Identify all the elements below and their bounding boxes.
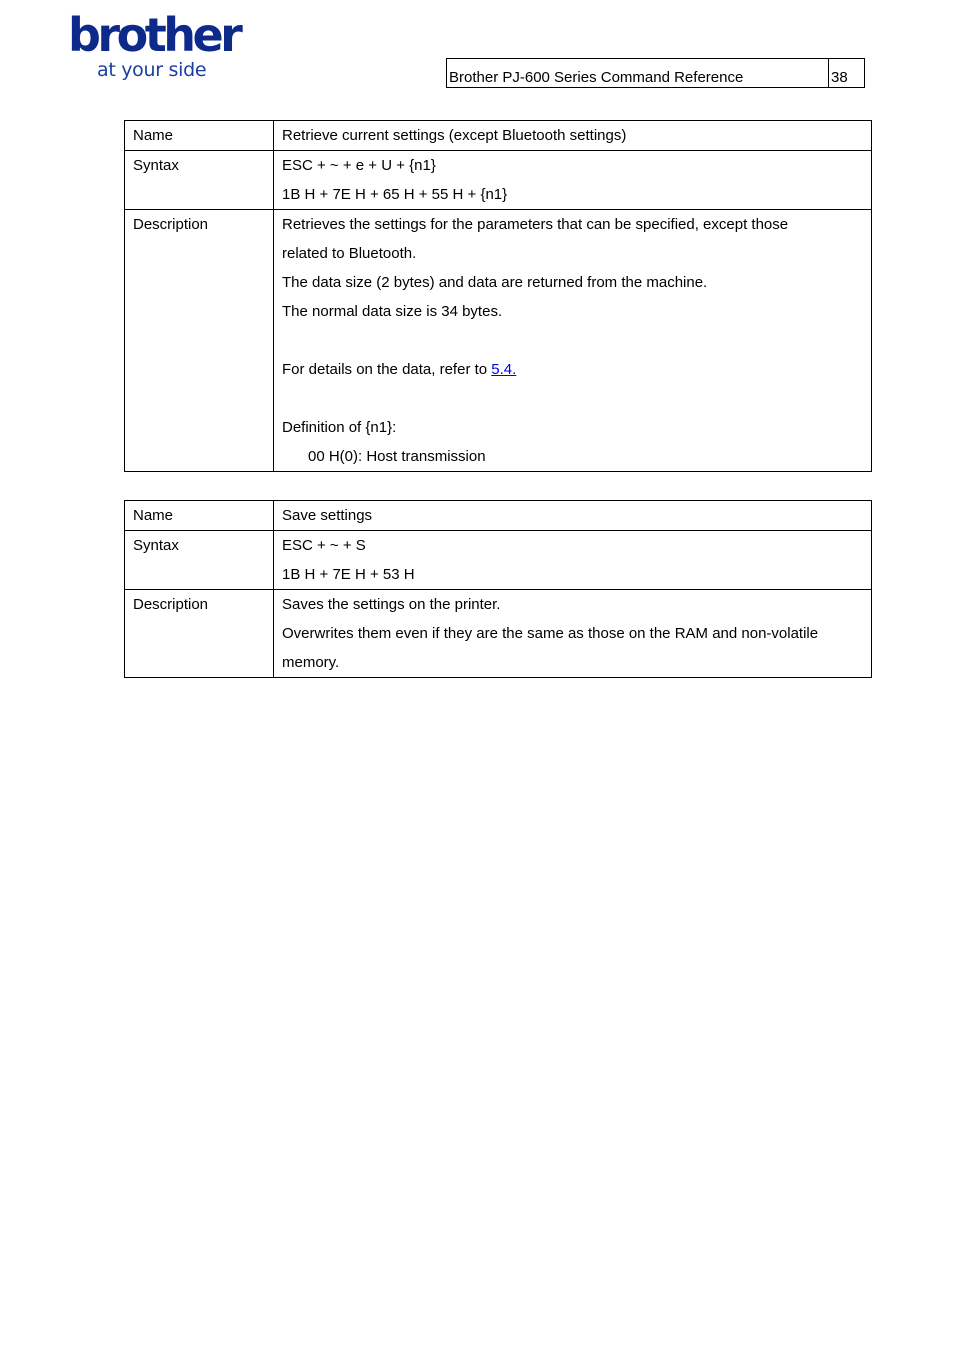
- name-label-cell: [125, 121, 274, 151]
- description-line: related to Bluetooth.: [282, 245, 417, 262]
- description-label-cell: [125, 590, 274, 678]
- syntax-label-cell: [125, 531, 274, 590]
- syntax-hex: 1B H + 7E H + 53 H: [282, 566, 415, 583]
- description-line: memory.: [282, 654, 340, 671]
- definition-title: Definition of {n1}:: [282, 419, 397, 436]
- name-value-cell: [274, 501, 872, 531]
- spacer: [282, 384, 863, 413]
- syntax-row: [125, 151, 872, 210]
- description-label: Description: [133, 216, 209, 233]
- syntax-escape: ESC + ~ + S: [282, 537, 366, 554]
- description-value-cell: [274, 590, 872, 678]
- section-link[interactable]: 5.4.: [491, 361, 517, 378]
- name-label-cell: [125, 501, 274, 531]
- syntax-escape: ESC + ~ + e + U + {n1}: [282, 157, 436, 174]
- name-row: [125, 501, 872, 531]
- syntax-value-cell: [274, 531, 872, 590]
- syntax-hex: 1B H + 7E H + 65 H + 55 H + {n1}: [282, 186, 508, 203]
- reference-prefix: For details on the data, refer to: [282, 361, 492, 378]
- page-number: 38: [831, 69, 848, 86]
- name-label: Name: [133, 127, 174, 144]
- description-row: [125, 210, 872, 472]
- description-line: Saves the settings on the printer.: [282, 596, 501, 613]
- description-line: Retrieves the settings for the parameters that can be specified, except those: [282, 216, 789, 233]
- command-name: Retrieve current settings (except Bluetooth settings): [282, 127, 627, 144]
- description-row: [125, 590, 872, 678]
- description-label-cell: [125, 210, 274, 472]
- description-line: Overwrites them even if they are the same as those on the RAM and non-volatile: [282, 625, 819, 642]
- name-row: [125, 121, 872, 151]
- page-header: [446, 58, 865, 88]
- command-name: Save settings: [282, 507, 373, 524]
- name-label: Name: [133, 507, 174, 524]
- spacer: [282, 326, 863, 355]
- logo-tagline: at your side: [97, 59, 207, 81]
- reference-line: [282, 355, 863, 384]
- document-title: Brother PJ-600 Series Command Reference: [447, 59, 829, 87]
- command-table-save-settings: [124, 500, 872, 678]
- command-table-retrieve-settings: [124, 120, 872, 472]
- syntax-label: Syntax: [133, 537, 179, 554]
- logo-wordmark: brother: [68, 8, 240, 62]
- brother-logo: [68, 8, 240, 88]
- description-value-cell: [274, 210, 872, 472]
- description-label: Description: [133, 596, 209, 613]
- name-value-cell: [274, 121, 872, 151]
- syntax-label: Syntax: [133, 157, 179, 174]
- definition-item: 00 H(0): Host transmission: [308, 448, 486, 465]
- syntax-value-cell: [274, 151, 872, 210]
- syntax-label-cell: [125, 151, 274, 210]
- description-line: The data size (2 bytes) and data are returned from the machine.: [282, 274, 708, 291]
- description-line: The normal data size is 34 bytes.: [282, 303, 503, 320]
- syntax-row: [125, 531, 872, 590]
